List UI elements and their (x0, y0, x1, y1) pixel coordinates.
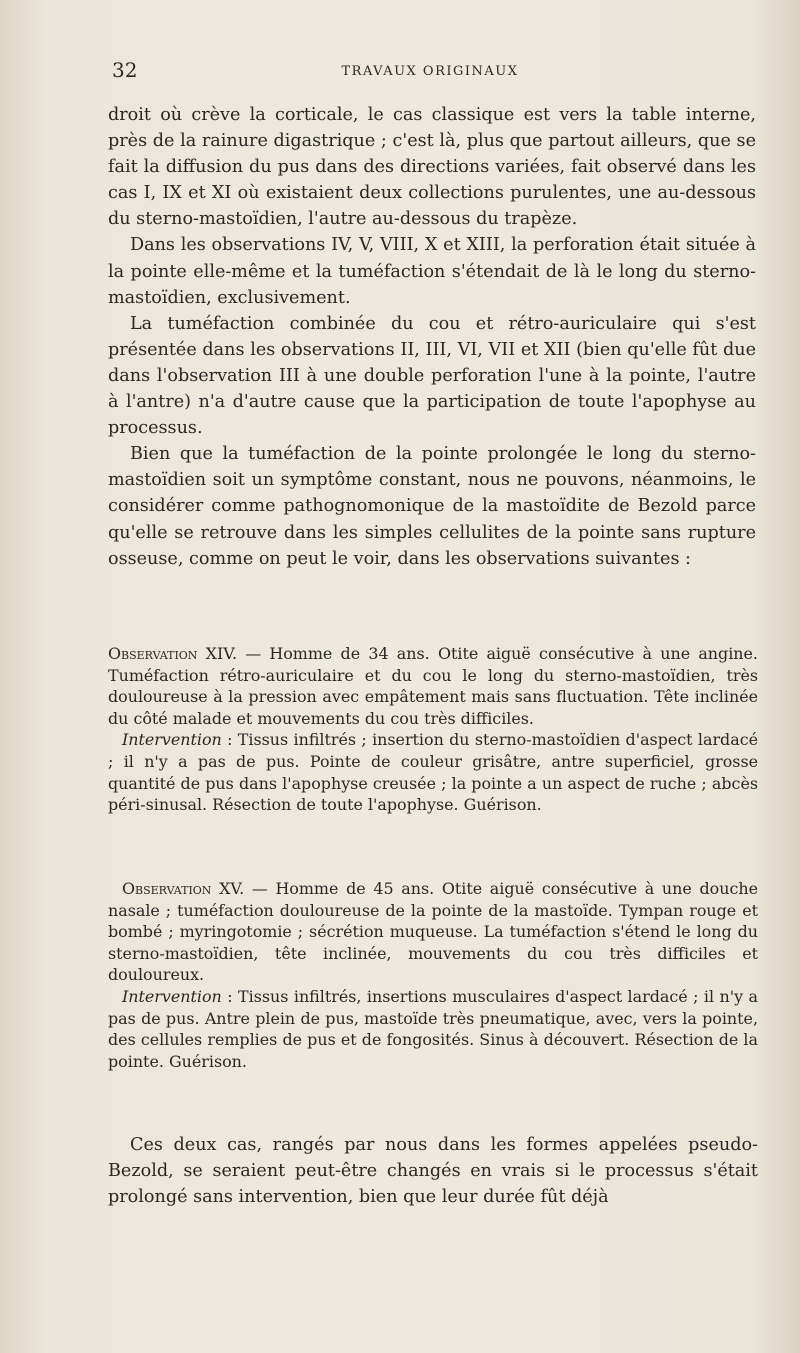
observation-paragraph (108, 878, 758, 986)
running-head: TRAVAUX ORIGINAUX (341, 64, 519, 79)
observation-heading: Observation XV. (122, 879, 245, 898)
paragraph: La tuméfaction combinée du cou et rétro-auriculaire qui s'est présentée dans les observations II, III, VI, VII et XII (bien qu'elle fût due dans l'observation III à une double perforation l'une à la pointe, l'autre à l'antre) n'a d'autre cause que la participation de toute l'apophyse au processus. (108, 313, 756, 439)
paragraph: Ces deux cas, rangés par nous dans les formes appelées pseudo-Bezold, se seraient peut-être changés en vrais si le processus s'était prolongé sans intervention, bien que leur durée fût déjà (108, 1135, 758, 1207)
intervention-text: : Tissus infiltrés ; insertion du sterno-mastoïdien d'aspect lardacé ; il n'y a pas de pus. Pointe de couleur grisâtre, antre superficiel, grosse quantité de pus dans l'apophyse creusée ; la pointe a un aspect de ruche ; abcès péri-sinusal. Résection de toute l'apophyse. Guérison. (108, 730, 758, 815)
main-text (108, 102, 756, 572)
paragraph: Dans les observations IV, V, VIII, X et XIII, la perforation était située à la pointe elle-même et la tuméfaction s'étendait de là le long du sterno-mastoïdien, exclusivement. (108, 235, 756, 308)
intervention-paragraph (108, 729, 758, 815)
page-number: 32 (112, 58, 138, 82)
intervention-label: Intervention (122, 730, 222, 750)
intervention-label: Intervention (122, 986, 222, 1006)
observation-heading: Observation XIV. (108, 644, 237, 663)
observation-text: — Homme de 34 ans. Otite aiguë consécutive à une angine. Tuméfaction rétro-auriculaire et du cou le long du sterno-mastoïdien, très douloureuse à la pression avec empâtement mais sans fluctuation. Tête inclinée du côté malade et mouvements du cou très difficiles. (108, 644, 758, 728)
observation-xv (108, 878, 758, 1072)
observation-text: — Homme de 45 ans. Otite aiguë consécutive à une douche nasale ; tuméfaction douloureuse de la pointe de la mastoïde. Tympan rouge et bombé ; myringotomie ; sécrétion muqueuse. La tuméfaction s'étend le long du sterno-mastoïdien, tête inclinée, mouvements du cou très difficiles et douloureux. (108, 879, 759, 985)
intervention-text: : Tissus infiltrés, insertions musculaires d'aspect lardacé ; il n'y a pas de pus. Antre plein de pus, mastoïde très pneumatique, avec, vers la pointe, des cellules remplies de pus et de fongosités. Sinus à découvert. Résection de la pointe. Guérison. (108, 986, 758, 1071)
paragraph: droit où crève la corticale, le cas classique est vers la table interne, près de la rainure digastrique ; c'est là, plus que partout ailleurs, que se fait la diffusion du pus dans des directions variées, fait observé dans les cas I, IX et XI où existaient deux collections purulentes, une au-dessous du sterno-mastoïdien, l'autre au-dessous du trapèze. (108, 105, 756, 230)
observation-xiv (108, 643, 758, 816)
page-header (112, 58, 748, 88)
intervention-paragraph (108, 986, 758, 1072)
closing-text (108, 1132, 758, 1210)
paragraph: Bien que la tuméfaction de la pointe prolongée le long du sterno-mastoïdien soit un symptôme constant, nous ne pouvons, néanmoins, le considérer comme pathognomonique de la mastoïdite de Bezold parce qu'elle se retrouve dans les simples cellulites de la pointe sans rupture osseuse, comme on peut le voir, dans les observations suivantes : (108, 444, 756, 569)
observation-paragraph (108, 643, 758, 729)
